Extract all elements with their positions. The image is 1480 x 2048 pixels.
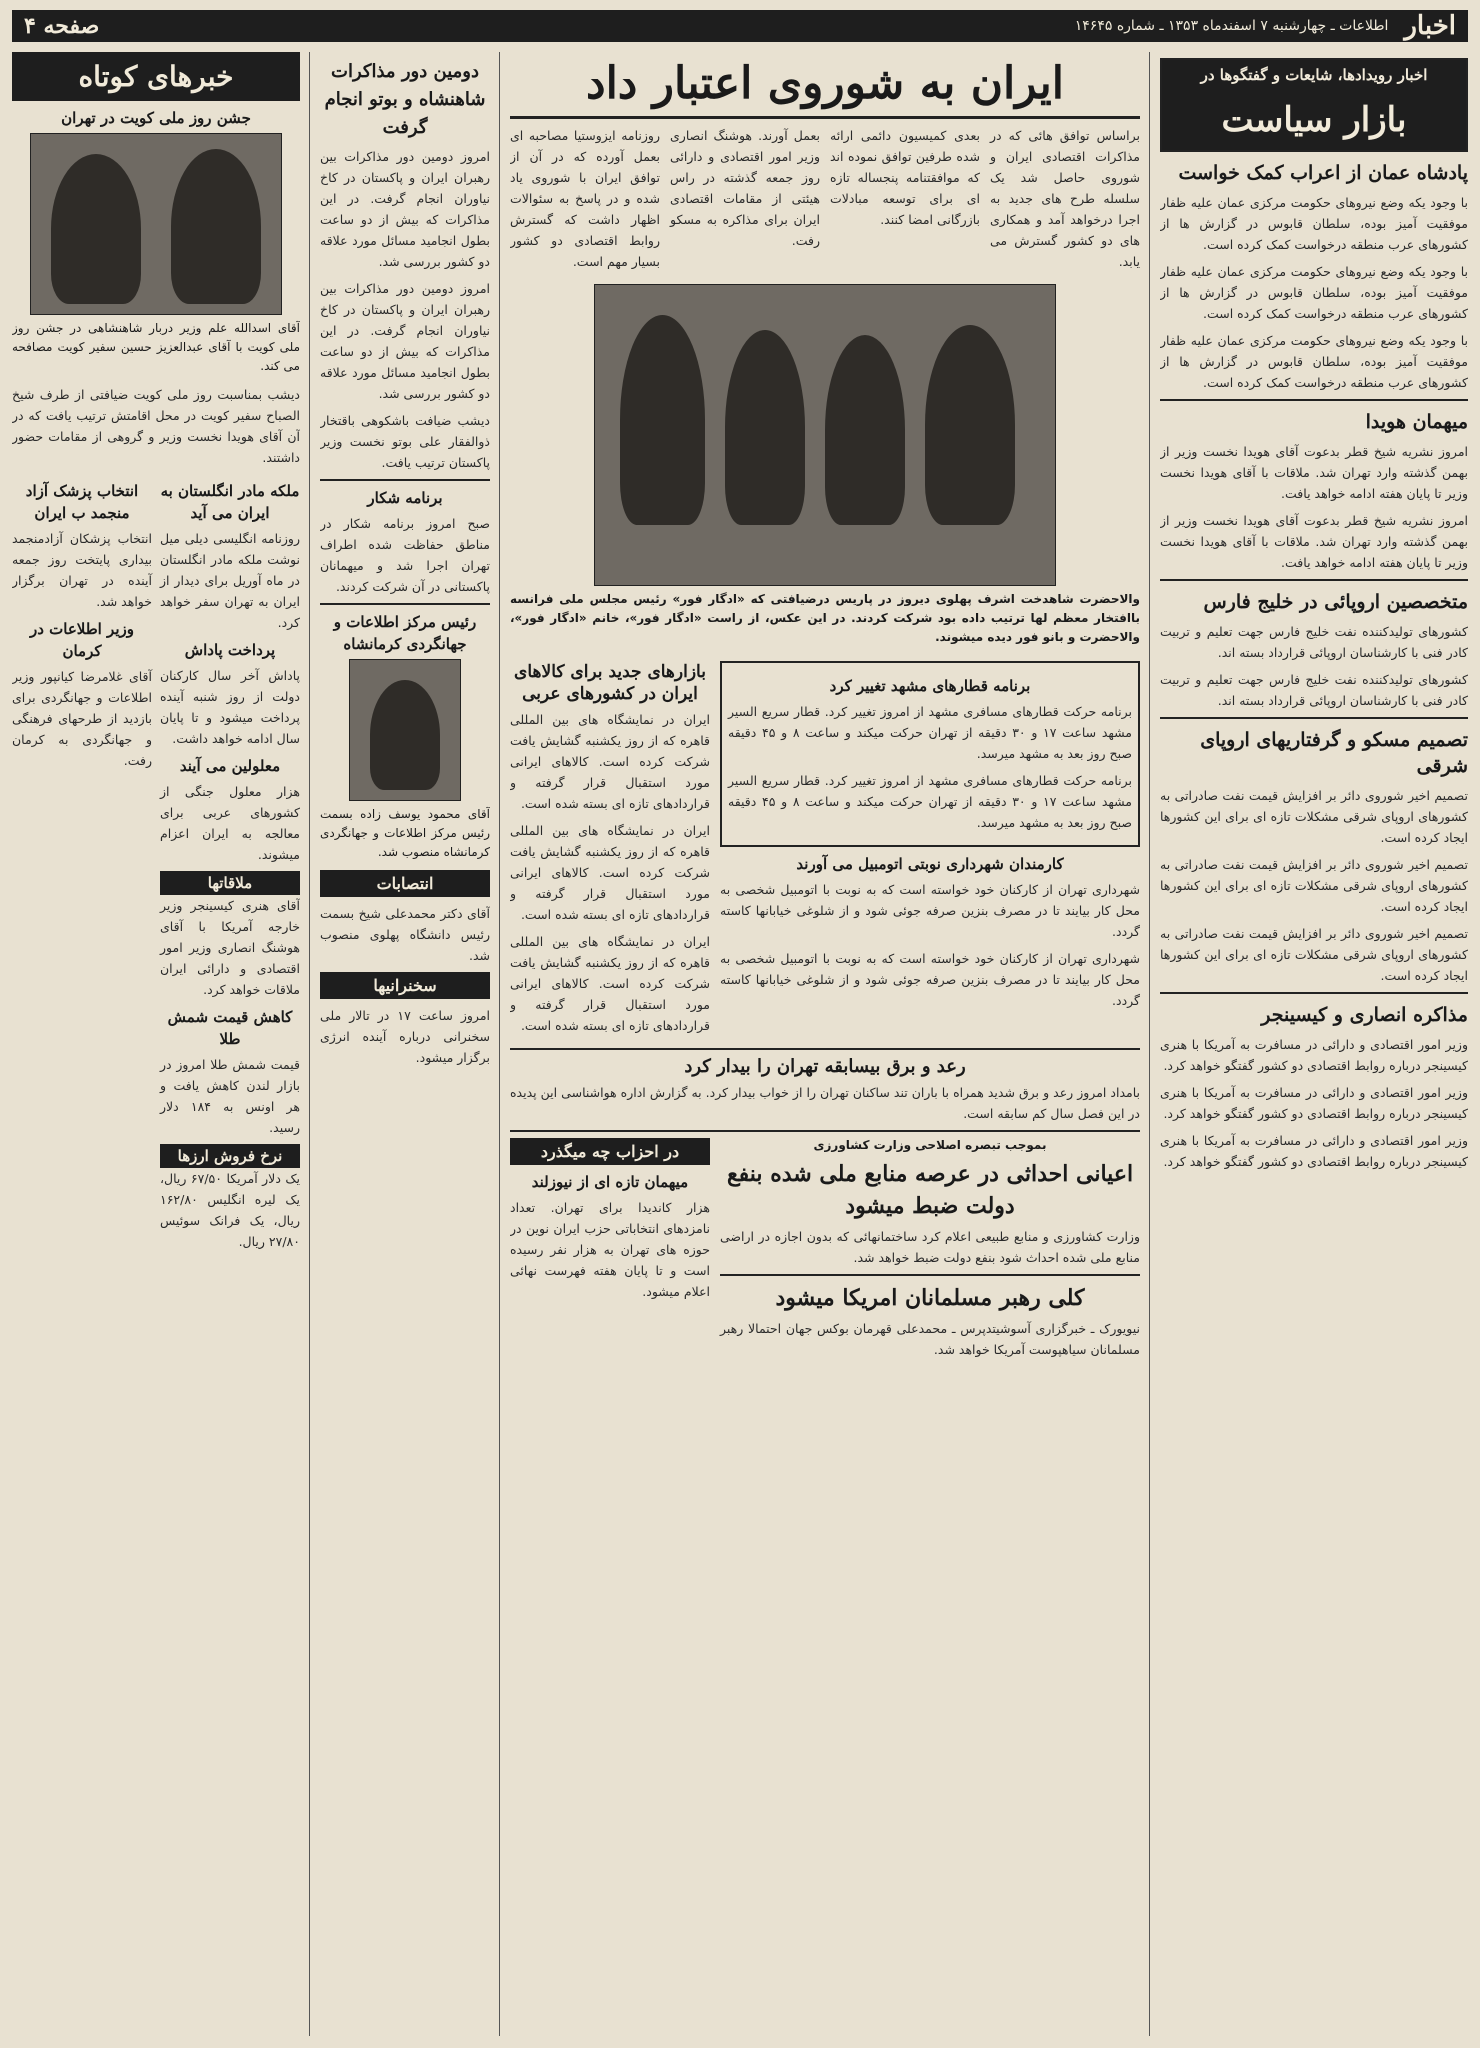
lead-headline: ایران به شوروی اعتبار داد (510, 52, 1140, 119)
person-figure (51, 154, 141, 304)
train-and-bus (720, 655, 1140, 1042)
gold-title: کاهش قیمت شمش طلا (167, 1008, 293, 1048)
thunder-headline: رعد و برق بیسابقه تهران را بیدار کرد (684, 1056, 966, 1077)
dateline: اطلاعات ـ چهارشنبه ۷ اسفندماه ۱۳۵۳ ـ شماره ۱۴۶۴۵ (1074, 18, 1389, 34)
lead-photo-caption: والاحضرت شاهدخت اشرف پهلوی دیروز در پاریس درضیافتی که «ادگار فور» رئیس مجلس ملی فرانسه باافتخار معظم لها ترتیب داده بود شرکت کردند. در این عکس، از راست «ادگار فور»، خانم «ادگار فور»، والاحضرت و بانو فور دیده میشوند. (510, 592, 1140, 644)
center-head-photo (349, 659, 461, 801)
short-news-subtitle: جشن روز ملی کویت در تهران (61, 109, 251, 127)
politics-kicker: اخبار رویدادها، شایعات و گفتگوها در (1162, 60, 1466, 90)
divider (1160, 992, 1468, 994)
person-figure (825, 335, 905, 525)
bazaar-headline: بازارهای جدید برای کالاهای ایران در کشورهای عربی (514, 662, 706, 704)
section-title: اخبار (1404, 11, 1456, 41)
politics-item-1-body-cont2: با وجود یکه وضع نیروهای حکومت مرکزی عمان علیه ظفار موفقیت آمیز بوده، سلطان قابوس در گزارش ها از کشورهای عرب منطقه درخواست کمک کرده است. (1160, 333, 1468, 390)
disabled-title: معلولین می آیند (179, 757, 281, 775)
politics-item-1-body: با وجود یکه وضع نیروهای حکومت مرکزی عمان علیه ظفار موفقیت آمیز بوده، سلطان قابوس در گزارش ها از کشورهای عرب منطقه درخواست کمک کرده است. (1160, 195, 1468, 252)
politics-item-4-body-cont2: تصمیم اخیر شوروی دائر بر افزایش قیمت نفت صادراتی به کشورهای اروپای شرقی مشکلات تازه ای برای این کشورها ایجاد کرده است. (1160, 926, 1468, 983)
appointments-header: انتصابات (320, 870, 490, 897)
center-block (510, 52, 1140, 2036)
column-rule (499, 52, 500, 2036)
meetings-body: آقای هنری کیسینجر وزیر خارجه آمریکا با آقای هوشنگ انصاری وزیر امور اقتصادی و دارائی ایران ملاقات خواهد کرد. (160, 898, 300, 997)
politics-item-5-title: مذاکره انصاری و کیسینجر (1261, 1004, 1468, 1026)
appointments-body: آقای دکتر محمدعلی شیخ بسمت رئیس دانشگاه پهلوی منصوب شد. (320, 906, 490, 963)
bazaar-body-cont: ایران در نمایشگاه های بین المللی قاهره که از روز یکشنبه گشایش یافت شرکت کرده است. کالاهای ایرانی مورد استقبال قرار گرفته و قراردادهای تازه ای بسته شده است. (510, 823, 710, 922)
lower-stories (510, 655, 1140, 1042)
divider (510, 1048, 1140, 1050)
short-news-photo-caption: آقای اسدالله علم وزیر دربار شاهنشاهی در جشن روز ملی کویت با آقای عبدالعزیز حسین سفیر کویت مصافحه می کند. (12, 321, 300, 373)
bottom-stories (510, 1138, 1140, 1366)
politics-item-4-body: تصمیم اخیر شوروی دائر بر افزایش قیمت نفت صادراتی به کشورهای اروپای شرقی مشکلات تازه ای برای این کشورها ایجاد کرده است. (1160, 788, 1468, 845)
lead-body-1: براساس توافق هائی که در مذاکرات اقتصادی ایران و شوروی حاصل شد یک سلسله طرح های جدید به اجرا درخواهد آمد و همکاری های دو کشور گسترش می یابد. (990, 128, 1140, 269)
politics-item-1-body-cont: با وجود یکه وضع نیروهای حکومت مرکزی عمان علیه ظفار موفقیت آمیز بوده، سلطان قابوس در گزارش ها از کشورهای عرب منطقه درخواست کمک کرده است. (1160, 264, 1468, 321)
agri-body: وزارت کشاورزی و منابع طبیعی اعلام کرد ساختمانهائی که بدون اجازه در اراضی منابع ملی شده احداث شود بنفع دولت ضبط خواهد شد. (720, 1229, 1140, 1265)
train-body-cont: برنامه حرکت قطارهای مسافری مشهد از امروز تغییر کرد. قطار سریع السیر مشهد ساعت ۱۷ و ۳۰ دقیقه از تهران حرکت میکند و ساعت ۸ و ۴۵ دقیقه صبح روز بعد به مشهد میرسد. (728, 773, 1133, 830)
thunder-body: بامداد امروز رعد و برق شدید همراه با باران تند ساکنان تهران را از خواب بیدار کرد. به گزارش اداره هواشناسی این پدیده در این فصل سال کم سابقه است. (510, 1085, 1140, 1121)
short-news-body: دیشب بمناسبت روز ملی کویت ضیافتی از طرف شیخ الصباح سفیر کویت در محل اقامتش ترتیب یافت که در آن آقای هویدا نخست وزیر و گروهی از مقامات حضور داشتند. (12, 387, 300, 465)
bhutto-headline: دومین دور مذاکرات شاهنشاه و بوتو انجام گرفت (324, 61, 486, 138)
bus-headline: کارمندان شهرداری نوبتی اتومبیل می آورند (796, 855, 1064, 873)
politics-item-3-body-cont: کشورهای تولیدکننده نفت خلیج فارس جهت تعلیم و تربیت کادر فنی با کارشناسان اروپائی قرارداد بسته اند. (1160, 672, 1468, 708)
divider (720, 1274, 1140, 1276)
muslim-headline: کلی رهبر مسلمانان امریکا میشود (775, 1285, 1085, 1311)
disabled-body: هزار معلول جنگی از کشورهای عربی برای معالجه به ایران اعزام میشوند. (160, 784, 300, 862)
meetings-header: ملاقاتها (160, 871, 300, 895)
politics-item-5-body: وزیر امور اقتصادی و دارائی در مسافرت به آمریکا با هنری کیسینجر درباره روابط اقتصادی دو کشور گفتگو خواهد کرد. (1160, 1037, 1468, 1073)
column-rule (1149, 52, 1150, 2036)
agri-kicker: بموجب تبصره اصلاحی وزارت کشاورزی (813, 1138, 1047, 1152)
politics-item-2-body: امروز نشریه شیخ قطر بدعوت آقای هویدا نخست وزیر از بهمن گذشته وارد تهران شد. ملاقات با آقای هویدا نخست وزیر تا پایان هفته ادامه خواهد یافت. (1160, 444, 1468, 501)
speeches-header: سخنرانیها (320, 972, 490, 999)
lead-photo (594, 284, 1056, 586)
bus-body-cont: شهرداری تهران از کارکنان خود خواسته است که به نوبت با اتومبیل شخصی به محل کار بیایند تا در مصرف بنزین صرفه جوئی شود و از شلوغی خیابانها کاسته گردد. (720, 951, 1140, 1008)
gold-body: قیمت شمش طلا امروز در بازار لندن کاهش یافت و هر اونس به ۱۸۴ دلار رسید. (160, 1057, 300, 1135)
divider (1160, 399, 1468, 401)
agri-and-muslim (720, 1138, 1140, 1366)
party-column (510, 1138, 710, 1366)
doctor-body: انتخاب پزشکان آزادمنجمد بیداری پایتخت روز جمعه آینده در تهران برگزار خواهد شد. (12, 531, 152, 609)
train-body: برنامه حرکت قطارهای مسافری مشهد از امروز تغییر کرد. قطار سریع السیر مشهد ساعت ۱۷ و ۳۰ دقیقه از تهران حرکت میکند و ساعت ۸ و ۴۵ دقیقه صبح روز بعد به مشهد میرسد. (728, 704, 1133, 761)
reward-body: پاداش آخر سال کارکنان دولت از روز شنبه آینده پرداخت میشود و تا پایان سال ادامه خواهد داشت. (160, 668, 300, 746)
politics-item-4-body-cont: تصمیم اخیر شوروی دائر بر افزایش قیمت نفت صادراتی به کشورهای اروپای شرقی مشکلات تازه ای برای این کشورها ایجاد کرده است. (1160, 857, 1468, 914)
speeches-body: امروز ساعت ۱۷ در تالار ملی سخنرانی درباره آینده انرژی برگزار میشود. (320, 1008, 490, 1065)
politics-item-5-body-cont: وزیر امور اقتصادی و دارائی در مسافرت به آمریکا با هنری کیسینجر درباره روابط اقتصادی دو کشور گفتگو خواهد کرد. (1160, 1085, 1468, 1121)
lead-body-2: بعدی کمیسیون دائمی ارائه شده طرفین توافق نموده اند که موافقتنامه پنجساله تازه ای برای توسعه مبادلات بازرگانی امضا کنند. (830, 128, 980, 227)
bhutto-column (320, 52, 490, 2036)
shokr-body: صبح امروز برنامه شکار در مناطق حفاظت شده اطراف تهران اجرا شد و میهمانان پاکستانی در آن شرکت کردند. (320, 516, 490, 594)
politics-item-2-title: میهمان هویدا (1365, 411, 1468, 433)
bhutto-body-1: امروز دومین دور مذاکرات بین رهبران ایران و پاکستان در کاخ نیاوران انجام گرفت. در این مذاکرات که بیش از دو ساعت بطول انجامید مسائل مورد علاقه دو کشور بررسی شد. (320, 149, 490, 269)
reward-title: پرداخت پاداش (184, 641, 276, 659)
currency-header: نرخ فروش ارزها (160, 1144, 300, 1168)
short-news-title: خبرهای کوتاه (12, 52, 300, 101)
politics-item-3-body: کشورهای تولیدکننده نفت خلیج فارس جهت تعلیم و تربیت کادر فنی با کارشناسان اروپائی قرارداد بسته اند. (1160, 624, 1468, 660)
divider (510, 1130, 1140, 1132)
shokr-headline: برنامه شکار (367, 489, 443, 507)
politics-item-1-title: پادشاه عمان از اعراب کمک خواست (1178, 162, 1468, 184)
short-news-column (12, 52, 300, 2036)
person-figure (370, 680, 440, 790)
bazaar-body-cont2: ایران در نمایشگاه های بین المللی قاهره که از روز یکشنبه گشایش یافت شرکت کرده است. کالاهای ایرانی مورد استقبال قرار گرفته و قراردادهای تازه ای بسته شده است. (510, 934, 710, 1033)
bhutto-body-2: دیشب ضیافت باشکوهی باقتخار ذوالفقار علی بوتو نخست وزیر پاکستان ترتیب یافت. (320, 413, 490, 470)
page-label: صفحه ۴ (24, 13, 100, 39)
person-figure (171, 149, 261, 304)
kerman-title: وزیر اطلاعات در کرمان (29, 620, 134, 660)
politics-column (1160, 52, 1468, 2036)
politics-item-4-title: تصمیم مسکو و گرفتاریهای اروپای شرقی (1200, 729, 1468, 777)
politics-title: بازار سیاست (1162, 90, 1466, 150)
politics-item-3-title: متخصصین اروپائی در خلیج فارس (1203, 591, 1468, 613)
person-figure (925, 325, 1015, 525)
bus-body: شهرداری تهران از کارکنان خود خواسته است که به نوبت با اتومبیل شخصی به محل کار بیایند تا در مصرف بنزین صرفه جوئی شود و از شلوغی خیابانها کاسته گردد. (720, 882, 1140, 939)
person-figure (620, 315, 705, 525)
kerman-body: آقای غلامرضا کیانپور وزیر اطلاعات و جهانگردی برای بازدید از طرحهای فرهنگی و جهانگردی به کرمان رفت. (12, 669, 152, 768)
divider (320, 479, 490, 481)
short-subcol-left (12, 474, 152, 1258)
party-body: هزار کاندیدا برای تهران. تعداد نامزدهای انتخاباتی حزب ایران نوین در حوزه های تهران به هزار نفر رسیده است و تا پایان هفته فهرست نهائی اعلام میشود. (510, 1200, 710, 1299)
politics-banner (1160, 58, 1468, 152)
short-news-subcolumns (12, 474, 300, 1258)
politics-item-2-body-cont: امروز نشریه شیخ قطر بدعوت آقای هویدا نخست وزیر از بهمن گذشته وارد تهران شد. ملاقات با آقای هویدا نخست وزیر تا پایان هفته ادامه خواهد یافت. (1160, 513, 1468, 570)
party-header: در احزاب چه میگذرد (510, 1138, 710, 1165)
divider (320, 603, 490, 605)
divider (1160, 717, 1468, 719)
lead-body-4: روزنامه ایزوستیا مصاحبه ای بعمل آورده که در آن از توافق ایران با شوروی یاد شده و در پاسخ به سئوالات اظهار داشت که گسترش روابط اقتصادی دو کشور بسیار مهم است. (510, 128, 660, 269)
party-subhead: میهمان تازه ای از نیوزلند (531, 1173, 689, 1191)
person-figure (725, 330, 805, 525)
lead-body-3: بعمل آورند. هوشنگ انصاری وزیر امور اقتصادی و دارائی روز جمعه گذشته در راس هیئتی از مقامات اقتصادی ایران برای مذاکره به مسکو رفت. (670, 128, 820, 248)
queen-title: ملکه مادر انگلستان به ایران می آید (160, 482, 300, 522)
train-story-box (720, 661, 1140, 847)
lead-text-columns (510, 125, 1140, 278)
queen-body: روزنامه انگلیسی دیلی میل نوشت ملکه مادر انگلستان در ماه آوریل برای دیدار از ایران به تهران سفر خواهد کرد. (160, 531, 300, 630)
center-head-caption: آقای محمود یوسف زاده بسمت رئیس مرکز اطلاعات و جهانگردی کرمانشاه منصوب شد. (320, 807, 490, 859)
bazaar-body: ایران در نمایشگاه های بین المللی قاهره که از روز یکشنبه گشایش یافت شرکت کرده است. کالاهای ایرانی مورد استقبال قرار گرفته و قراردادهای تازه ای بسته شده است. (510, 712, 710, 811)
divider (1160, 579, 1468, 581)
doctor-title: انتخاب پزشک آزاد منجمد ب ایران (25, 482, 139, 522)
short-news-photo (30, 133, 282, 315)
politics-item-5-body-cont2: وزیر امور اقتصادی و دارائی در مسافرت به آمریکا با هنری کیسینجر درباره روابط اقتصادی دو کشور گفتگو خواهد کرد. (1160, 1133, 1468, 1169)
bazaar-column (510, 655, 710, 1042)
agri-headline: اعیانی احداثی در عرصه منابع ملی شده بنفع دولت ضبط میشود (726, 1161, 1134, 1219)
bhutto-body-1-cont: امروز دومین دور مذاکرات بین رهبران ایران و پاکستان در کاخ نیاوران انجام گرفت. در این مذاکرات که بیش از دو ساعت بطول انجامید مسائل مورد علاقه دو کشور بررسی شد. (320, 281, 490, 401)
masthead (12, 10, 1468, 42)
center-head-title: رئیس مرکز اطلاعات و جهانگردی کرمانشاه (333, 613, 477, 653)
column-rule (309, 52, 310, 2036)
short-subcol-right (160, 474, 300, 1258)
currency-body: یک دلار آمریکا ۶۷/۵۰ ریال، یک لیره انگلیس ۱۶۲/۸۰ ریال، یک فرانک سوئیس ۲۷/۸۰ ریال. (160, 1171, 300, 1249)
train-headline: برنامه قطارهای مشهد تغییر کرد (829, 677, 1031, 695)
muslim-body: نیویورک ـ خبرگزاری آسوشیتدپرس ـ محمدعلی قهرمان بوکس جهان احتمالا رهبر مسلمانان سیاهپوست آمریکا خواهد شد. (720, 1321, 1140, 1357)
